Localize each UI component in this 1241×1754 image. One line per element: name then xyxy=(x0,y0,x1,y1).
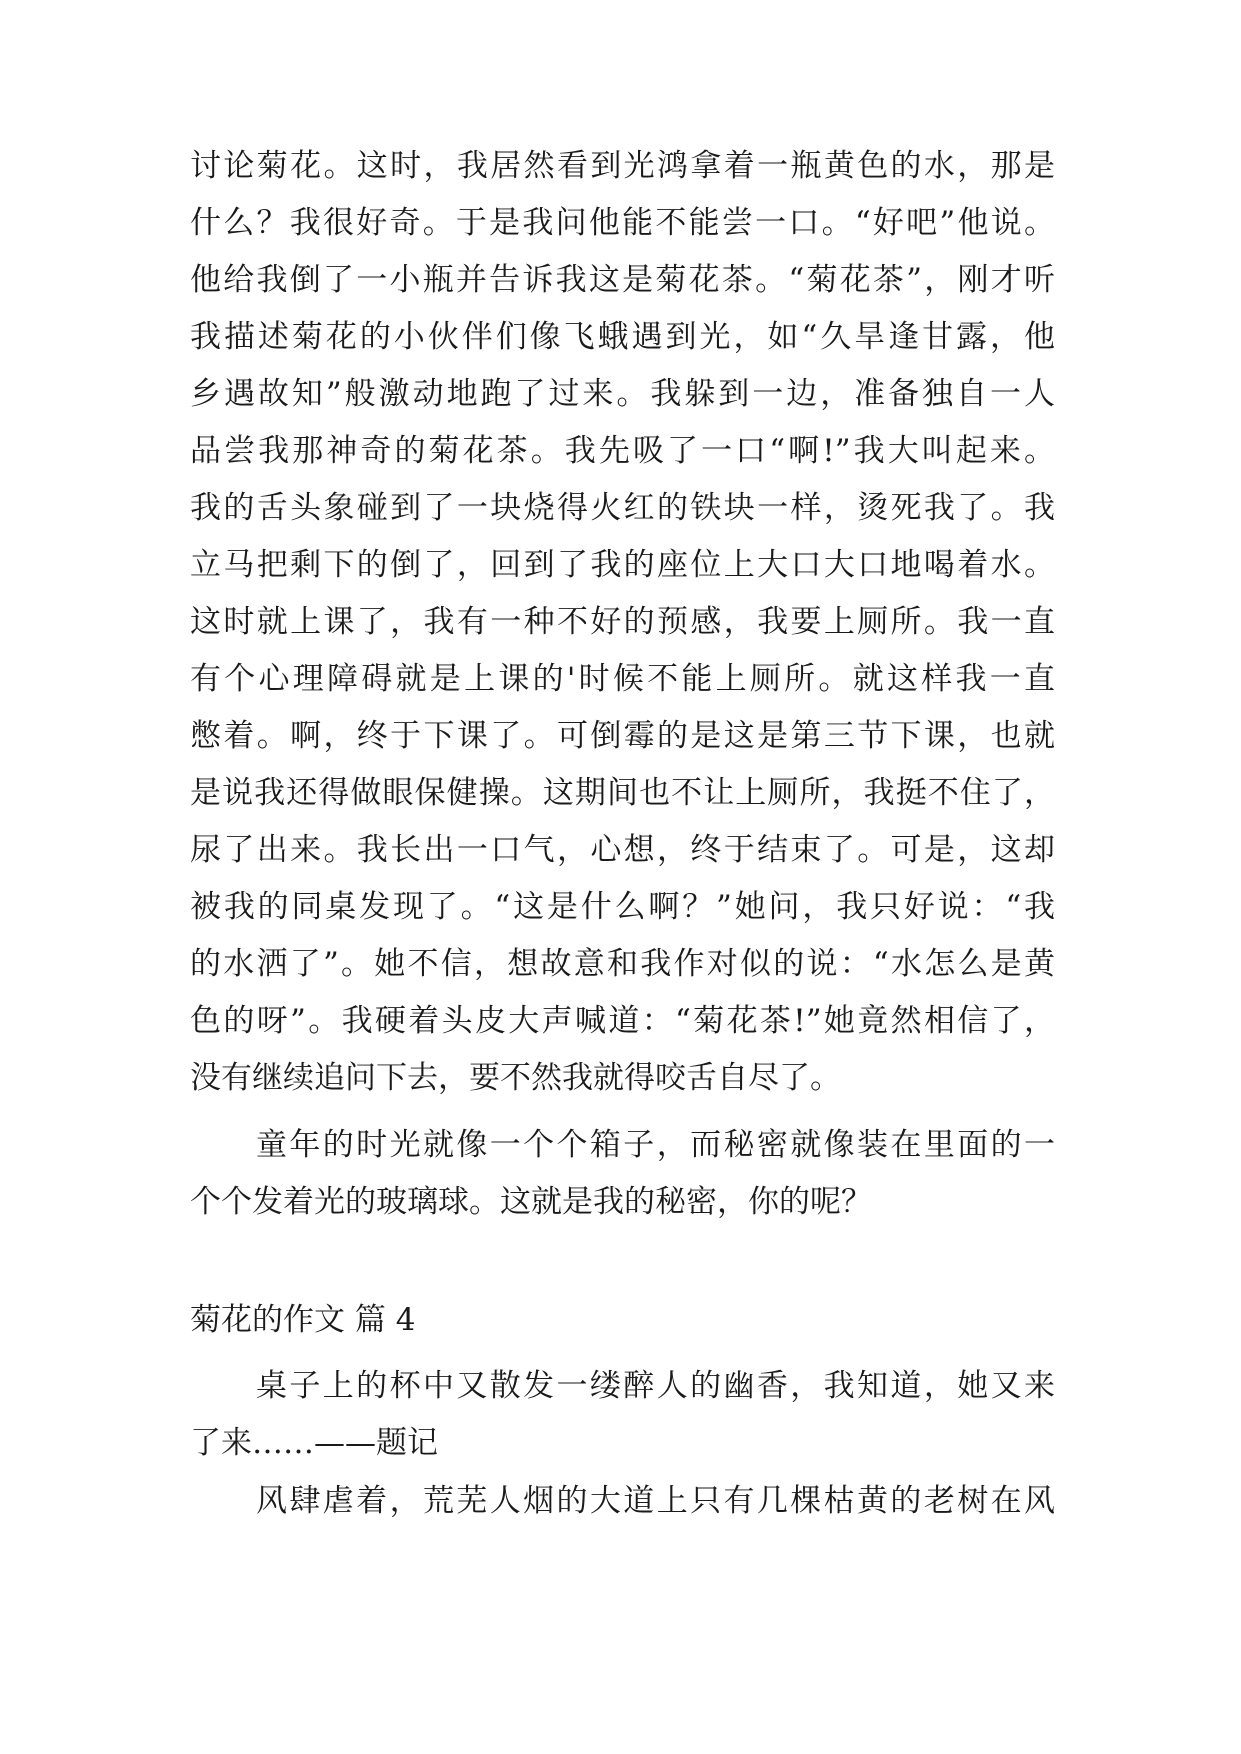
paragraph-line: 我描述菊花的小伙伴们像飞蛾遇到光，如“久旱逢甘露，他 xyxy=(190,319,1055,355)
paragraph-line: 立马把剩下的倒了，回到了我的座位上大口大口地喝着水。 xyxy=(190,547,1055,583)
paragraph-line: 尿了出来。我长出一口气，心想，终于结束了。可是，这却 xyxy=(190,832,1055,868)
paragraph-line: 桌子上的杯中又散发一缕醉人的幽香，我知道，她又来 xyxy=(256,1368,1055,1404)
paragraph-line: 这时就上课了，我有一种不好的预感，我要上厕所。我一直 xyxy=(190,604,1055,640)
paragraph-line: 品尝我那神奇的菊花茶。我先吸了一口“啊!”我大叫起来。 xyxy=(190,433,1055,469)
section-title: 菊花的作文 篇 4 xyxy=(190,1302,416,1338)
paragraph-line: 憋着。啊，终于下课了。可倒霉的是这是第三节下课，也就 xyxy=(190,718,1055,754)
paragraph-line: 个个发着光的玻璃球。这就是我的秘密，你的呢？ xyxy=(190,1184,872,1220)
paragraph-line: 没有继续追问下去，要不然我就得咬舌自尽了。 xyxy=(190,1060,841,1096)
paragraph-line: 什么？我很好奇。于是我问他能不能尝一口。“好吧”他说。 xyxy=(190,205,1055,241)
paragraph-line: 风肆虐着，荒芜人烟的大道上只有几棵枯黄的老树在风 xyxy=(256,1483,1055,1519)
paragraph-line: 了来……——题记 xyxy=(190,1425,438,1461)
paragraph-line: 色的呀”。我硬着头皮大声喊道：“菊花茶!”她竟然相信了， xyxy=(190,1003,1055,1039)
paragraph-line: 乡遇故知”般激动地跑了过来。我躲到一边，准备独自一人 xyxy=(190,376,1055,412)
paragraph-line: 我的舌头象碰到了一块烧得火红的铁块一样，烫死我了。我 xyxy=(190,490,1055,526)
paragraph-line: 被我的同桌发现了。“这是什么啊？”她问，我只好说：“我 xyxy=(190,889,1055,925)
paragraph-line: 是说我还得做眼保健操。这期间也不让上厕所，我挺不住了， xyxy=(190,775,1055,811)
paragraph-line: 童年的时光就像一个个箱子，而秘密就像装在里面的一 xyxy=(256,1127,1055,1163)
paragraph-line: 讨论菊花。这时，我居然看到光鸿拿着一瓶黄色的水，那是 xyxy=(190,148,1055,184)
paragraph-line: 有个心理障碍就是上课的'时候不能上厕所。就这样我一直 xyxy=(190,661,1055,697)
paragraph-line: 他给我倒了一小瓶并告诉我这是菊花茶。“菊花茶”，刚才听 xyxy=(190,262,1055,298)
paragraph-line: 的水洒了”。她不信，想故意和我作对似的说：“水怎么是黄 xyxy=(190,946,1055,982)
